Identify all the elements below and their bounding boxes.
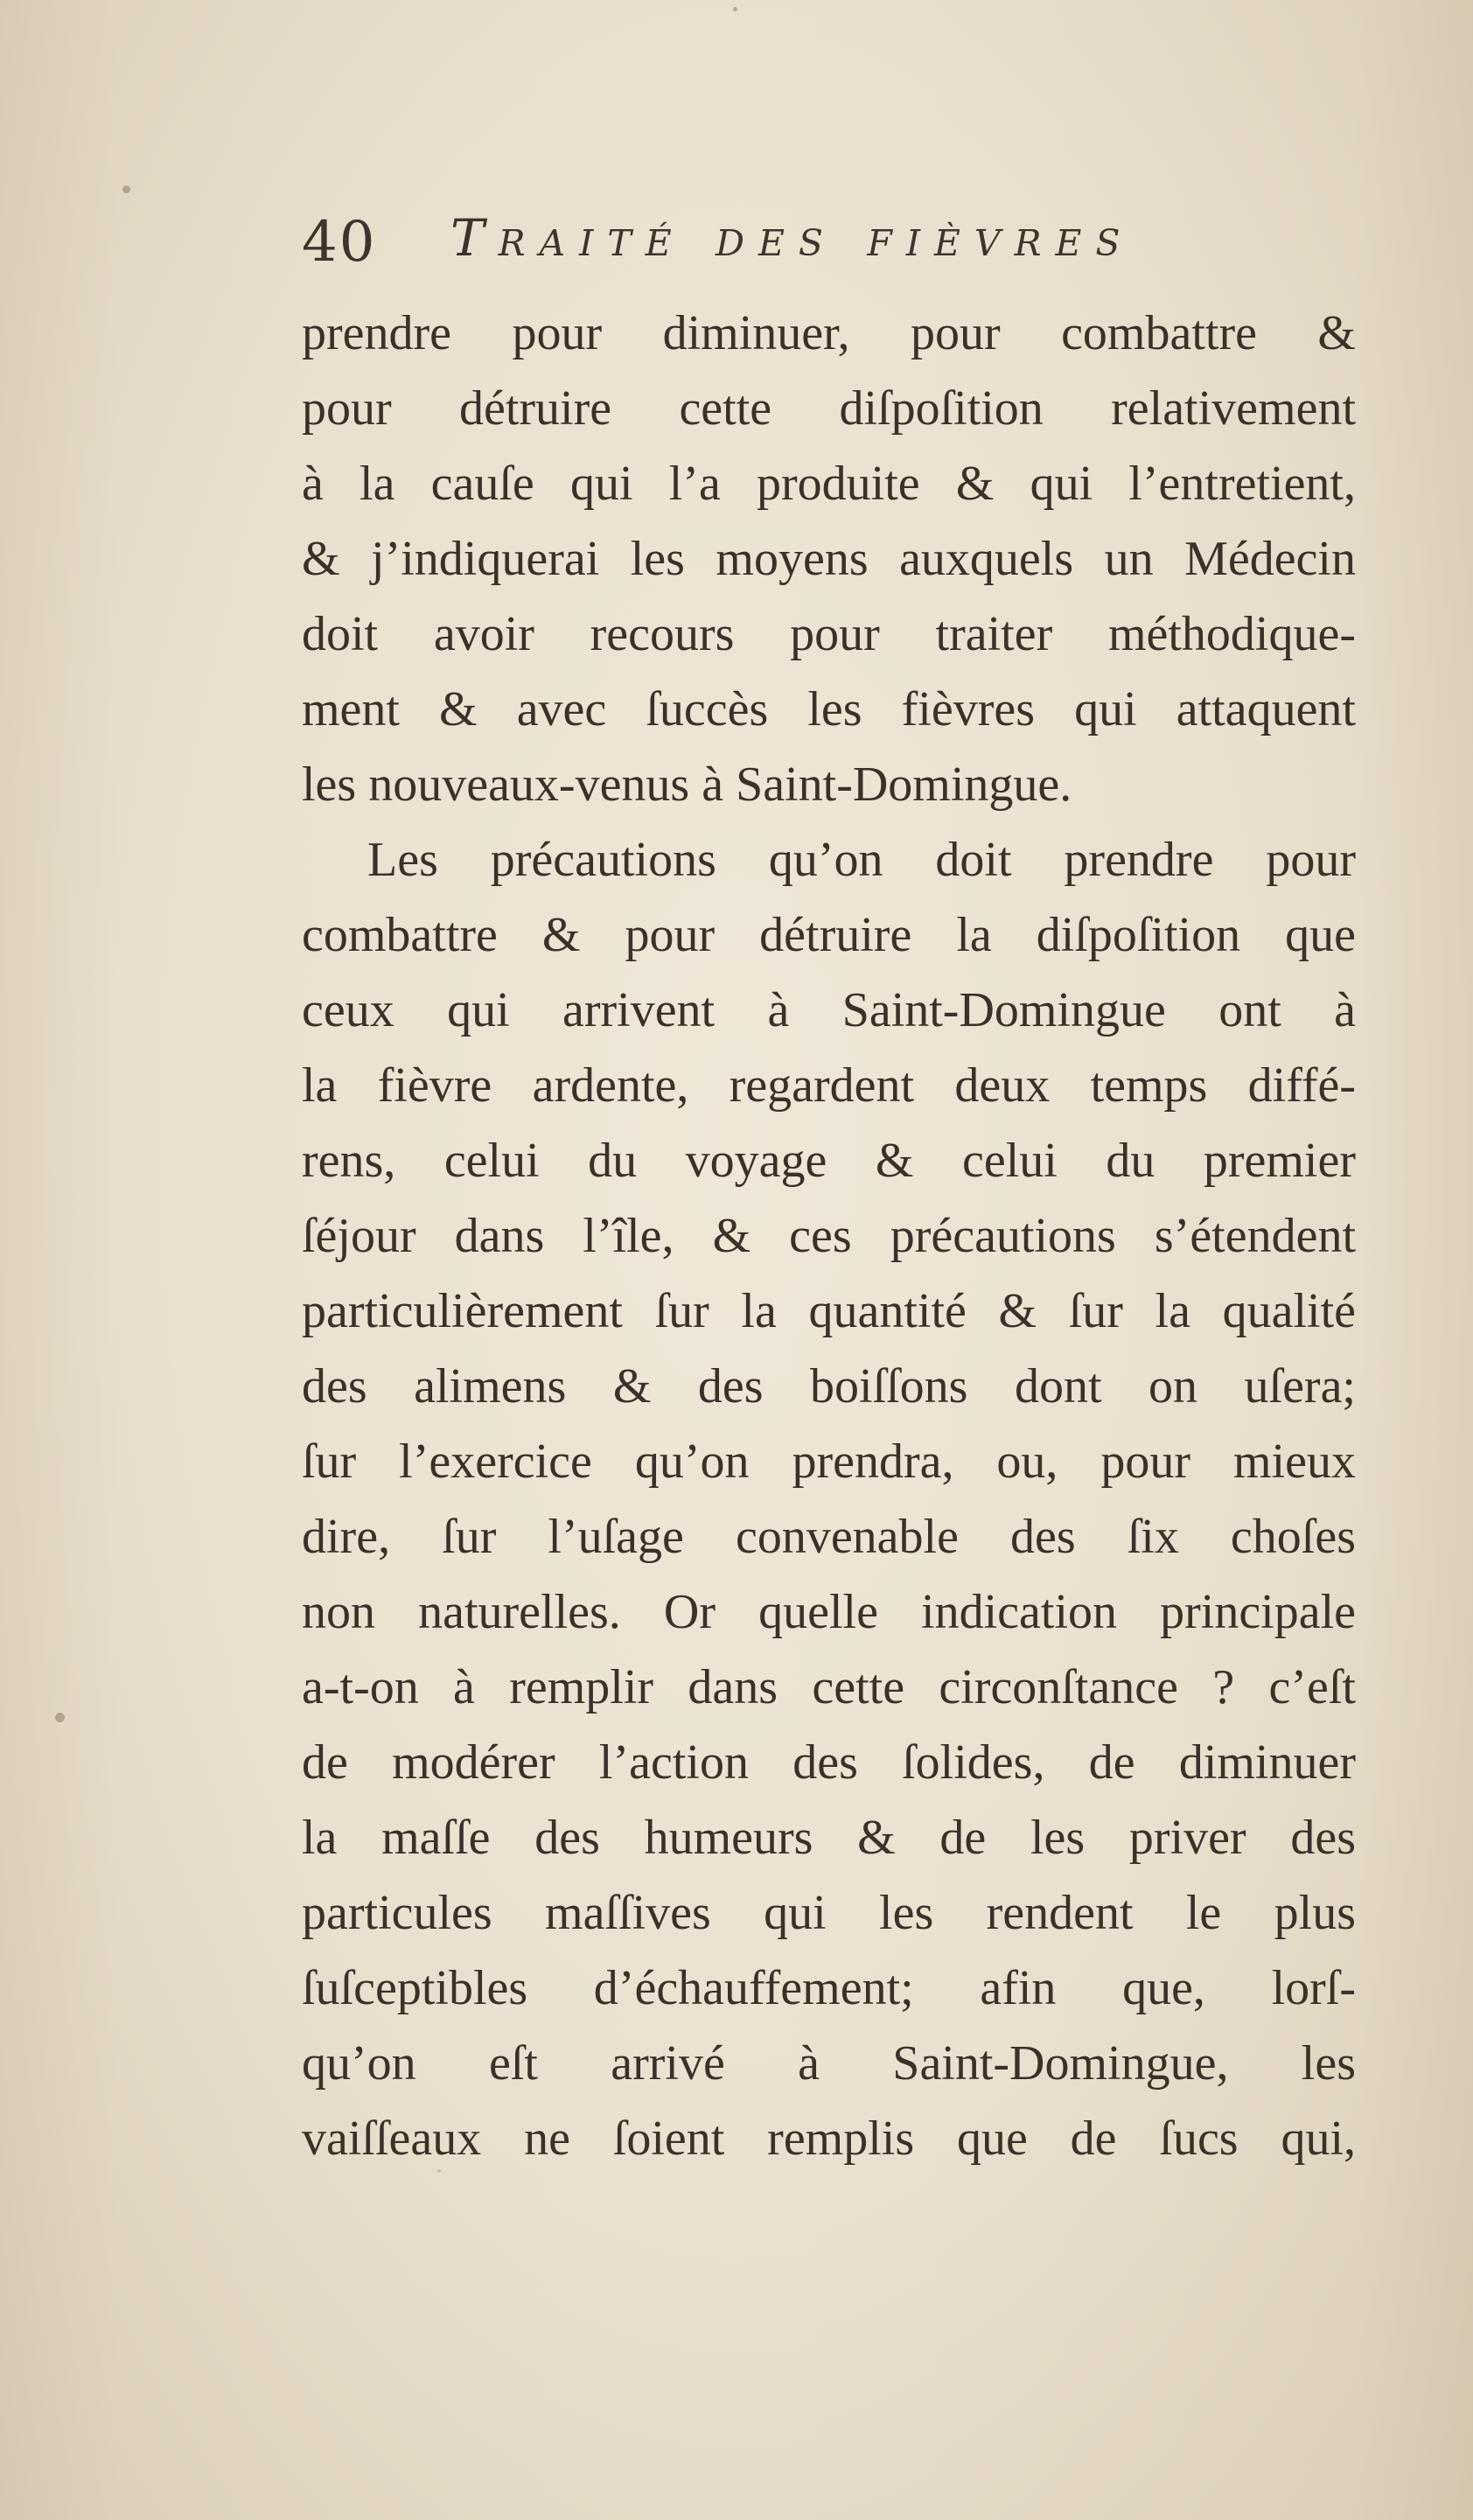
text-line: la fièvre ardente, regardent deux temps diffé- (302, 1058, 1356, 1113)
text-line: Les précautions qu’on doit prendre pour (367, 833, 1356, 887)
text-line: particules maſſives qui les rendent le plus (302, 1886, 1356, 1940)
text-line: dire, ſur l’uſage convenable des ſix choſes (302, 1510, 1356, 1564)
text-line: ment & avec ſuccès les fièvres qui attaquent (302, 682, 1356, 736)
paragraph (302, 822, 1356, 2176)
text-line: pour détruire cette diſpoſition relativement (302, 381, 1356, 436)
text-line: ſur l’exercice qu’on prendra, ou, pour mieux (302, 1435, 1356, 1489)
paper-speck (55, 1713, 65, 1722)
text-line: les nouveaux-venus à Saint-Domingue. (302, 757, 1072, 812)
text-line: & j’indiquerai les moyens auxquels un Médecin (302, 532, 1356, 586)
text-line: combattre & pour détruire la diſpoſition que (302, 908, 1356, 962)
body-text (302, 296, 1356, 2176)
text-line: qu’on eſt arrivé à Saint-Domingue, les (302, 2036, 1356, 2091)
text-line: ſéjour dans l’île, & ces précautions s’étendent (302, 1209, 1356, 1263)
text-line: a-t-on à remplir dans cette circonſtance ? c’eſt (302, 1660, 1356, 1714)
text-line: rens, celui du voyage & celui du premier (302, 1134, 1356, 1188)
text-line: la maſſe des humeurs & de les priver des (302, 1811, 1356, 1865)
text-line: vaiſſeaux ne ſoient remplis que de ſucs qui, (302, 2112, 1356, 2166)
text-line: de modérer l’action des ſolides, de diminuer (302, 1735, 1356, 1790)
page-number: 40 (302, 210, 377, 275)
text-line: ſuſceptibles d’échauffement; afin que, lorſ- (302, 1961, 1356, 2015)
paper-speck (733, 7, 737, 11)
running-header (302, 208, 1378, 278)
text-line: ceux qui arrivent à Saint-Domingue ont à (302, 983, 1356, 1037)
text-line: non naturelles. Or quelle indication principale (302, 1585, 1356, 1639)
paragraph (302, 296, 1356, 822)
text-line: à la cauſe qui l’a produite & qui l’entretient, (302, 457, 1356, 511)
running-title: Traité des fièvres (450, 208, 1134, 268)
paper-speck (122, 185, 130, 193)
text-line: des alimens & des boiſſons dont on uſera; (302, 1359, 1356, 1414)
text-line: doit avoir recours pour traiter méthodique- (302, 607, 1356, 661)
text-line: prendre pour diminuer, pour combattre & (302, 306, 1356, 360)
text-line: particulièrement ſur la quantité & ſur la qualité (302, 1284, 1356, 1338)
